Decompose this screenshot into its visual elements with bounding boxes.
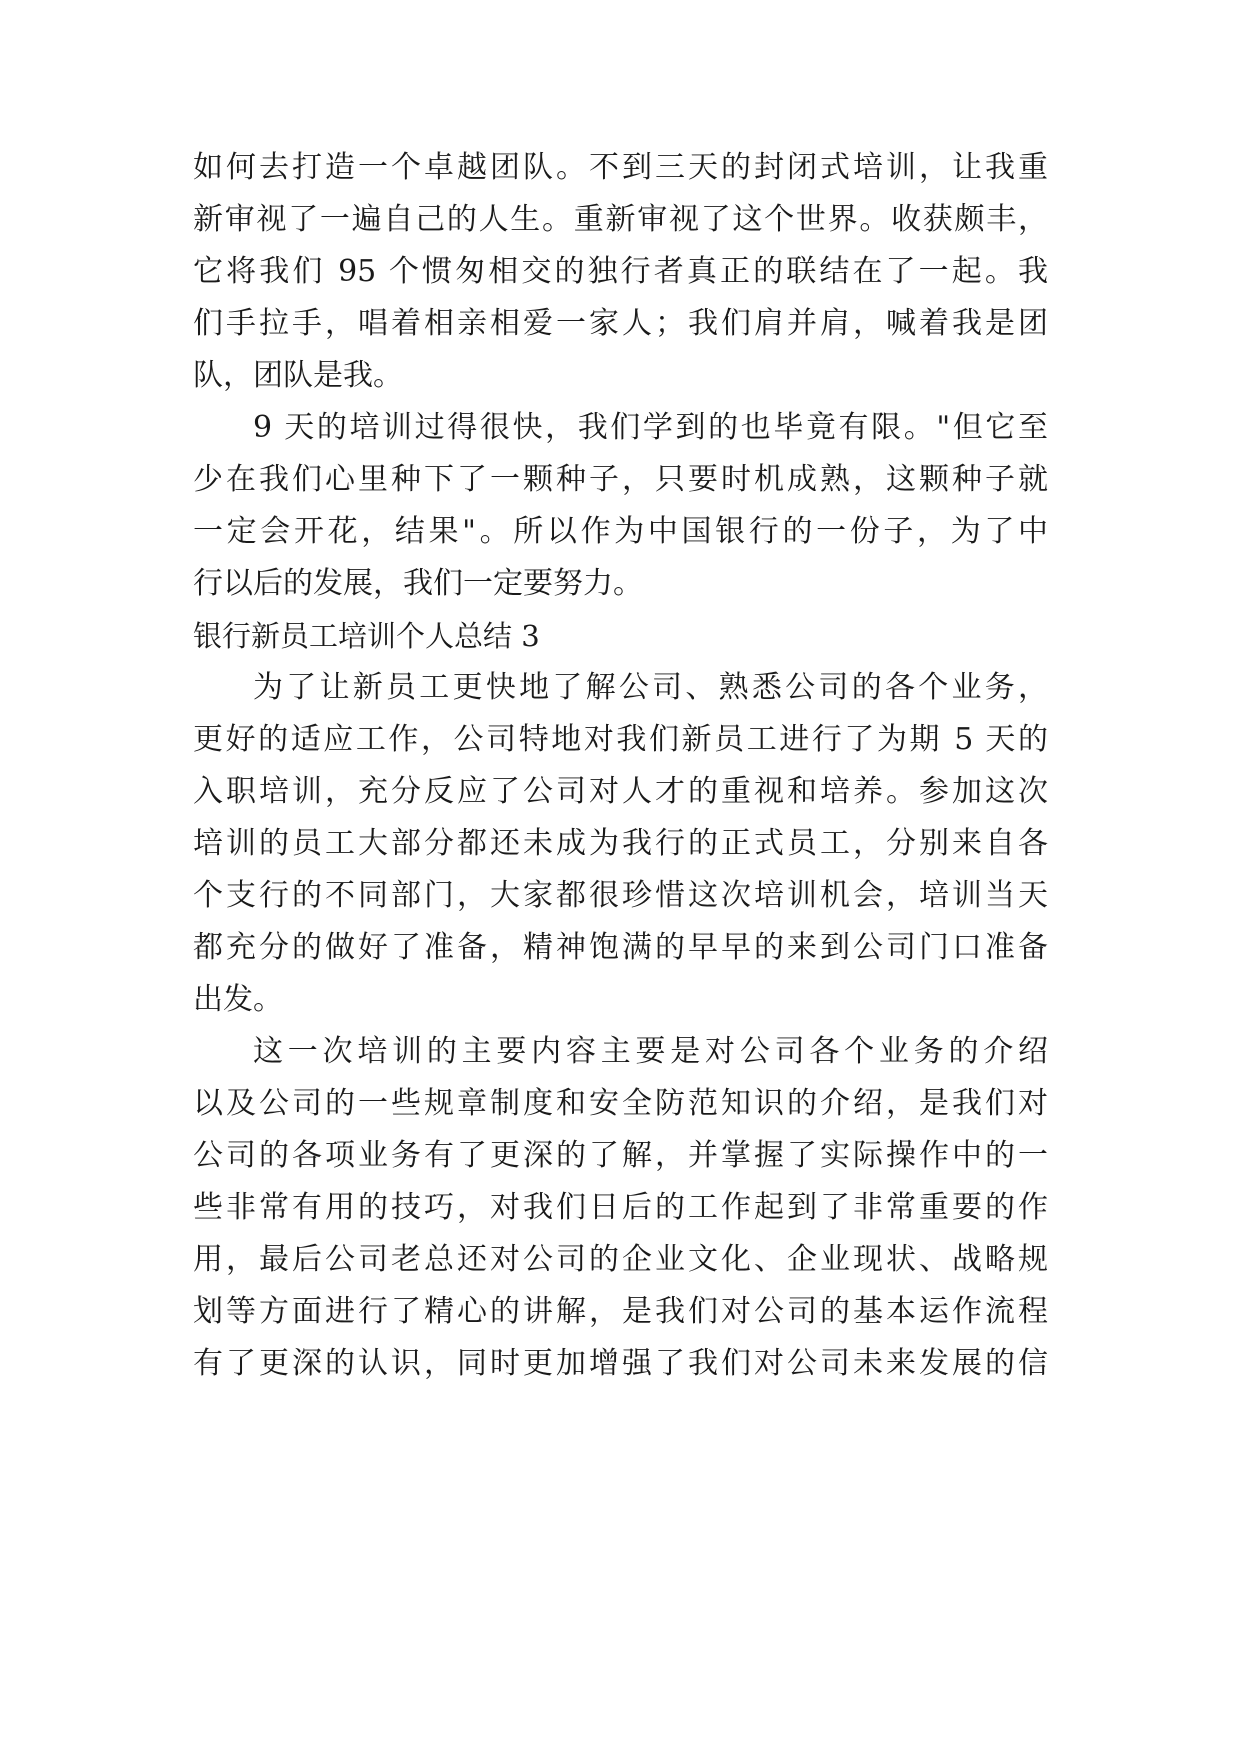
- paragraph-line: 划等方面进行了精心的讲解，是我们对公司的基本运作流程: [193, 1294, 1048, 1329]
- paragraph-line: 队，团队是我。: [193, 358, 403, 393]
- paragraph-line: 都充分的做好了准备，精神饱满的早早的来到公司门口准备: [193, 930, 1048, 965]
- paragraph-line: 9 天的培训过得很快，我们学到的也毕竟有限。"但它至: [253, 410, 1048, 445]
- paragraph-line: 它将我们 95 个惯匆相交的独行者真正的联结在了一起。我: [193, 254, 1048, 289]
- paragraph-line: 有了更深的认识，同时更加增强了我们对公司未来发展的信: [193, 1346, 1048, 1381]
- paragraph-line: 些非常有用的技巧，对我们日后的工作起到了非常重要的作: [193, 1190, 1048, 1225]
- paragraph-line: 如何去打造一个卓越团队。不到三天的封闭式培训，让我重: [193, 150, 1048, 185]
- paragraph-line: 们手拉手，唱着相亲相爱一家人；我们肩并肩，喊着我是团: [193, 306, 1048, 341]
- paragraph-line: 个支行的不同部门，大家都很珍惜这次培训机会，培训当天: [193, 878, 1048, 913]
- paragraph-line: 以及公司的一些规章制度和安全防范知识的介绍，是我们对: [193, 1086, 1048, 1121]
- paragraph-line: 新审视了一遍自己的人生。重新审视了这个世界。收获颇丰，: [193, 202, 1048, 237]
- paragraph-line: 公司的各项业务有了更深的了解，并掌握了实际操作中的一: [193, 1138, 1048, 1173]
- paragraph-line: 培训的员工大部分都还未成为我行的正式员工，分别来自各: [193, 826, 1048, 861]
- paragraph-line: 出发。: [193, 982, 283, 1017]
- paragraph-line: 少在我们心里种下了一颗种子，只要时机成熟，这颗种子就: [193, 462, 1048, 497]
- paragraph-line: 为了让新员工更快地了解公司、熟悉公司的各个业务，: [253, 670, 1048, 705]
- paragraph-line: 一定会开花，结果"。所以作为中国银行的一份子，为了中: [193, 514, 1048, 549]
- paragraph-line: 行以后的发展，我们一定要努力。: [193, 566, 643, 601]
- paragraph-line: 更好的适应工作，公司特地对我们新员工进行了为期 5 天的: [193, 722, 1048, 757]
- section-heading: 银行新员工培训个人总结 3: [193, 619, 540, 653]
- paragraph-line: 入职培训，充分反应了公司对人才的重视和培养。参加这次: [193, 774, 1048, 809]
- paragraph-line: 这一次培训的主要内容主要是对公司各个业务的介绍: [253, 1034, 1048, 1069]
- paragraph-line: 用，最后公司老总还对公司的企业文化、企业现状、战略规: [193, 1242, 1048, 1277]
